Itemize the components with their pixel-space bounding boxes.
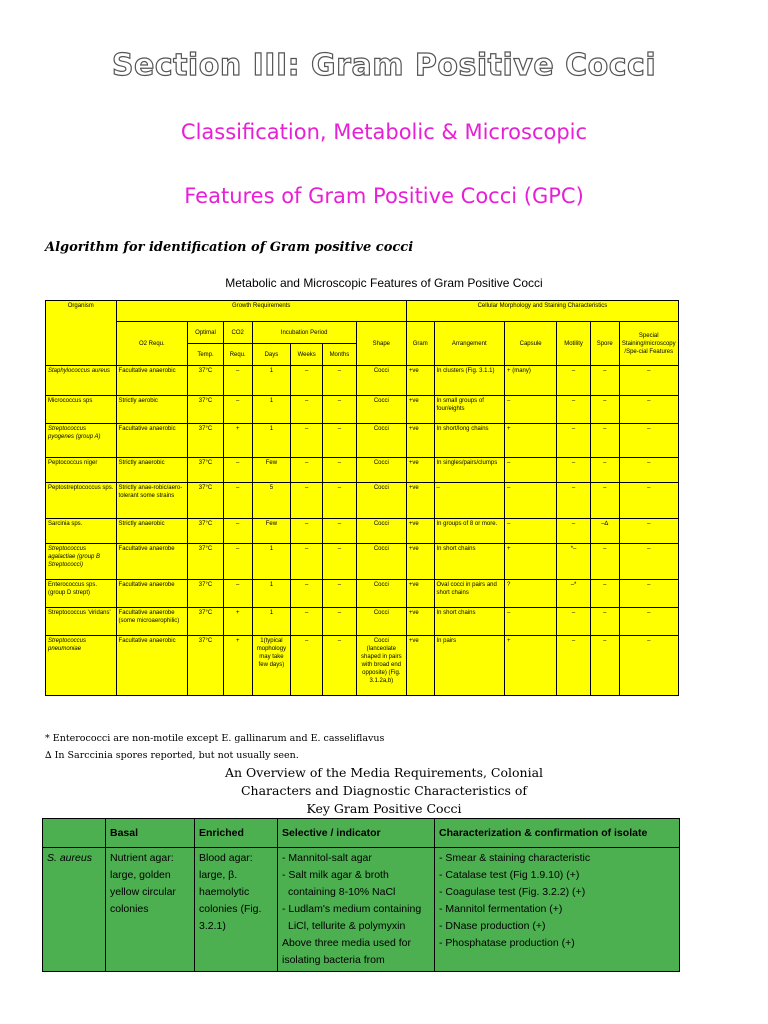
cell-days: 1(typical mophology may take few days) <box>252 636 291 696</box>
cell-weeks: – <box>291 519 323 544</box>
cell-capsule: – <box>505 396 557 424</box>
cell-co2: – <box>223 519 252 544</box>
cell-special: – <box>619 396 678 424</box>
cell-months: – <box>323 544 357 580</box>
cell-months: – <box>323 636 357 696</box>
cell-o2: Facultative anaerobic <box>116 636 188 696</box>
cell-months: – <box>323 424 357 458</box>
cell-spore: – <box>590 636 619 696</box>
cell-shape: Cocci <box>356 396 406 424</box>
cell-o2: Facultative anaerobe <box>116 580 188 608</box>
cell-capsule: – <box>505 483 557 519</box>
cell-arrangement: In short/long chains <box>434 424 505 458</box>
cell-organism: Sarcinia sps. <box>46 519 117 544</box>
cell-special: – <box>619 483 678 519</box>
cell-o2: Strictly anae-robic/aero-tolerant some strains <box>116 483 188 519</box>
cell-spore: – <box>590 424 619 458</box>
cell-motility: – <box>557 483 591 519</box>
table-row <box>46 519 679 544</box>
cell-organism: Streptococcus pyogenes (group A) <box>46 424 117 458</box>
cell-temp: 37°C <box>188 483 224 519</box>
cell-gram: +ve <box>406 396 434 424</box>
header-incubation: Incubation Period <box>252 322 356 344</box>
cell-months: – <box>323 580 357 608</box>
cell-days: 1 <box>252 424 291 458</box>
media-header-selective: Selective / indicator <box>278 819 435 848</box>
cell-months: – <box>323 483 357 519</box>
cell-spore: – <box>590 396 619 424</box>
cell-special: – <box>619 366 678 396</box>
selective-line: Above three media used for <box>282 937 411 949</box>
cell-motility: –* <box>557 580 591 608</box>
footnote-sarcinia: ∆ In Sarccinia spores reported, but not usually seen. <box>45 750 299 761</box>
header-weeks: Weeks <box>291 344 323 366</box>
media-characterization <box>435 848 680 972</box>
cell-shape: Cocci <box>356 519 406 544</box>
cell-temp: 37°C <box>188 396 224 424</box>
cell-weeks: – <box>291 544 323 580</box>
cell-arrangement: – <box>434 483 505 519</box>
cell-gram: +ve <box>406 366 434 396</box>
cell-o2: Facultative anaerobic <box>116 424 188 458</box>
header-spore: Spore <box>590 322 619 366</box>
cell-weeks: – <box>291 580 323 608</box>
header-o2: O2 Requ. <box>116 322 188 366</box>
char-line: - Smear & staining characteristic <box>439 852 591 864</box>
overview-title-line-1: An Overview of the Media Requirements, Colonial <box>224 765 544 780</box>
cell-o2: Strictly anaerobic <box>116 458 188 483</box>
table1-title: Metabolic and Microscopic Features of Gram Positive Cocci <box>225 276 543 290</box>
cell-days: 1 <box>252 580 291 608</box>
cell-temp: 37°C <box>188 366 224 396</box>
cell-o2: Strictly anaerobic <box>116 519 188 544</box>
media-header-basal: Basal <box>106 819 195 848</box>
cell-shape: Cocci <box>356 580 406 608</box>
cell-arrangement: In singles/pairs/clumps <box>434 458 505 483</box>
cell-capsule: + <box>505 636 557 696</box>
cell-temp: 37°C <box>188 608 224 636</box>
cell-days: 5 <box>252 483 291 519</box>
table-row <box>46 544 679 580</box>
cell-motility: – <box>557 608 591 636</box>
header-motility: Motility <box>557 322 591 366</box>
cell-motility: – <box>557 458 591 483</box>
cell-spore: – <box>590 366 619 396</box>
cell-co2: + <box>223 608 252 636</box>
table-row <box>46 608 679 636</box>
cell-organism: Streptococcus agalactiae (group B Streptococci) <box>46 544 117 580</box>
subtitle-line-2: Features of Gram Positive Cocci (GPC) <box>184 184 584 208</box>
cell-co2: – <box>223 458 252 483</box>
cell-capsule: + (many) <box>505 366 557 396</box>
features-table <box>45 300 679 696</box>
header-cellular-morphology: Cellular Morphology and Staining Characteristics <box>406 301 678 322</box>
media-enriched: Blood agar: large, β. haemolytic colonies (Fig. 3.2.1) <box>195 848 278 972</box>
cell-shape: Cocci (lanceolate shaped in pairs with broad end opposite) (Fig. 3.1.2a,b) <box>356 636 406 696</box>
cell-temp: 37°C <box>188 458 224 483</box>
cell-co2: – <box>223 396 252 424</box>
cell-co2: + <box>223 636 252 696</box>
cell-organism: Enterococcus sps. (group D strept) <box>46 580 117 608</box>
header-optimal: Optimal <box>188 322 224 344</box>
header-arrangement: Arrangement <box>434 322 505 366</box>
cell-capsule: – <box>505 458 557 483</box>
cell-capsule: + <box>505 424 557 458</box>
cell-co2: – <box>223 483 252 519</box>
cell-gram: +ve <box>406 608 434 636</box>
cell-special: – <box>619 544 678 580</box>
cell-shape: Cocci <box>356 544 406 580</box>
cell-gram: +ve <box>406 636 434 696</box>
cell-temp: 37°C <box>188 424 224 458</box>
cell-weeks: – <box>291 366 323 396</box>
cell-special: – <box>619 636 678 696</box>
cell-arrangement: In pairs <box>434 636 505 696</box>
selective-line: isolating bacteria from <box>282 954 385 966</box>
media-header-enriched: Enriched <box>195 819 278 848</box>
cell-motility: – <box>557 396 591 424</box>
media-header-characterization: Characterization & confirmation of isolate <box>435 819 680 848</box>
header-co2: CO2 <box>223 322 252 344</box>
cell-arrangement: In small groups of four/eights <box>434 396 505 424</box>
cell-o2: Facultative anaerobe <box>116 544 188 580</box>
cell-capsule: – <box>505 608 557 636</box>
cell-weeks: – <box>291 458 323 483</box>
cell-arrangement: In short chains <box>434 544 505 580</box>
cell-temp: 37°C <box>188 519 224 544</box>
cell-arrangement: Oval cocci in pairs and short chains <box>434 580 505 608</box>
cell-motility: – <box>557 519 591 544</box>
cell-weeks: – <box>291 424 323 458</box>
selective-line: - Ludlam's medium containing <box>282 903 422 915</box>
table-row <box>46 424 679 458</box>
cell-spore: – <box>590 608 619 636</box>
algorithm-heading: Algorithm for identification of Gram positive cocci <box>45 240 414 255</box>
header-growth-requirements: Growth Requirements <box>116 301 406 322</box>
cell-arrangement: In clusters (Fig. 3.1.1) <box>434 366 505 396</box>
overview-title-line-2: Characters and Diagnostic Characteristics of <box>240 783 528 798</box>
cell-spore: – <box>590 580 619 608</box>
cell-weeks: – <box>291 483 323 519</box>
cell-weeks: – <box>291 636 323 696</box>
cell-special: – <box>619 608 678 636</box>
cell-months: – <box>323 458 357 483</box>
cell-shape: Cocci <box>356 424 406 458</box>
cell-arrangement: In short chains <box>434 608 505 636</box>
char-line: - Mannitol fermentation (+) <box>439 903 563 915</box>
cell-days: 1 <box>252 544 291 580</box>
cell-special: – <box>619 458 678 483</box>
cell-months: – <box>323 396 357 424</box>
cell-days: 1 <box>252 396 291 424</box>
cell-shape: Cocci <box>356 483 406 519</box>
cell-spore: – <box>590 458 619 483</box>
cell-motility: *– <box>557 544 591 580</box>
cell-gram: +ve <box>406 483 434 519</box>
table-row <box>46 636 679 696</box>
cell-organism: Peptococcus niger <box>46 458 117 483</box>
cell-weeks: – <box>291 608 323 636</box>
cell-capsule: – <box>505 519 557 544</box>
cell-temp: 37°C <box>188 544 224 580</box>
cell-spore: – <box>590 544 619 580</box>
cell-months: – <box>323 366 357 396</box>
cell-organism: Staphylococcus aureus <box>46 366 117 396</box>
cell-temp: 37°C <box>188 580 224 608</box>
media-table <box>42 818 680 972</box>
cell-shape: Cocci <box>356 608 406 636</box>
header-days: Days <box>252 344 291 366</box>
cell-motility: – <box>557 366 591 396</box>
cell-o2: Strictly aerobic <box>116 396 188 424</box>
header-special: Special Staining/microscopy /Spe-cial Features <box>619 322 678 366</box>
cell-capsule: ? <box>505 580 557 608</box>
cell-arrangement: In groups of 8 or more. <box>434 519 505 544</box>
header-requ: Requ. <box>223 344 252 366</box>
cell-gram: +ve <box>406 580 434 608</box>
table-row <box>46 458 679 483</box>
char-line: - DNase production (+) <box>439 920 546 932</box>
cell-days: 1 <box>252 608 291 636</box>
cell-gram: +ve <box>406 458 434 483</box>
selective-line: containing 8-10% NaCl <box>288 886 396 898</box>
section-title: Section III: Gram Positive Cocci <box>111 48 657 83</box>
header-shape: Shape <box>356 322 406 366</box>
footnote-enterococci: * Enterococci are non-motile except E. gallinarum and E. casseliflavus <box>45 733 385 744</box>
cell-special: – <box>619 424 678 458</box>
cell-organism: Streptococcus 'viridans' <box>46 608 117 636</box>
cell-gram: +ve <box>406 519 434 544</box>
table-row <box>46 396 679 424</box>
cell-temp: 37°C <box>188 636 224 696</box>
cell-co2: + <box>223 424 252 458</box>
cell-gram: +ve <box>406 424 434 458</box>
cell-organism: Peptostreptococcus sps. <box>46 483 117 519</box>
selective-line: LiCl, tellurite & polymyxin <box>288 920 406 932</box>
cell-organism: Micrococcus sps <box>46 396 117 424</box>
cell-motility: – <box>557 424 591 458</box>
cell-organism: Streptococcus pneumoniae <box>46 636 117 696</box>
header-organism: Organism <box>46 301 117 366</box>
cell-days: Few <box>252 458 291 483</box>
cell-months: – <box>323 519 357 544</box>
cell-o2: Facultative anaerobic <box>116 366 188 396</box>
char-line: - Phosphatase production (+) <box>439 937 575 949</box>
header-gram: Gram <box>406 322 434 366</box>
char-line: - Coagulase test (Fig. 3.2.2) (+) <box>439 886 586 898</box>
cell-co2: – <box>223 580 252 608</box>
cell-shape: Cocci <box>356 458 406 483</box>
media-selective <box>278 848 435 972</box>
selective-line: - Mannitol-salt agar <box>282 852 372 864</box>
overview-title-line-3: Key Gram Positive Cocci <box>306 801 462 816</box>
cell-o2: Facultative anaerobe (some microaerophilic) <box>116 608 188 636</box>
media-organism: S. aureus <box>43 848 106 972</box>
cell-co2: – <box>223 366 252 396</box>
cell-spore: –∆ <box>590 519 619 544</box>
cell-days: Few <box>252 519 291 544</box>
cell-spore: – <box>590 483 619 519</box>
subtitle-line-1: Classification, Metabolic & Microscopic <box>180 120 588 144</box>
char-line: - Catalase test (Fig 1.9.10) (+) <box>439 869 580 881</box>
cell-shape: Cocci <box>356 366 406 396</box>
cell-weeks: – <box>291 396 323 424</box>
cell-gram: +ve <box>406 544 434 580</box>
cell-months: – <box>323 608 357 636</box>
cell-special: – <box>619 519 678 544</box>
media-basal: Nutrient agar: large, golden yellow circular colonies <box>106 848 195 972</box>
cell-capsule: + <box>505 544 557 580</box>
table-row <box>46 580 679 608</box>
cell-co2: – <box>223 544 252 580</box>
media-header-blank <box>43 819 106 848</box>
selective-line: - Salt milk agar & broth <box>282 869 389 881</box>
cell-special: – <box>619 580 678 608</box>
cell-days: 1 <box>252 366 291 396</box>
table-row <box>46 483 679 519</box>
cell-motility: – <box>557 636 591 696</box>
header-temp: Temp. <box>188 344 224 366</box>
header-capsule: Capsule <box>505 322 557 366</box>
table-row <box>46 366 679 396</box>
header-months: Months <box>323 344 357 366</box>
